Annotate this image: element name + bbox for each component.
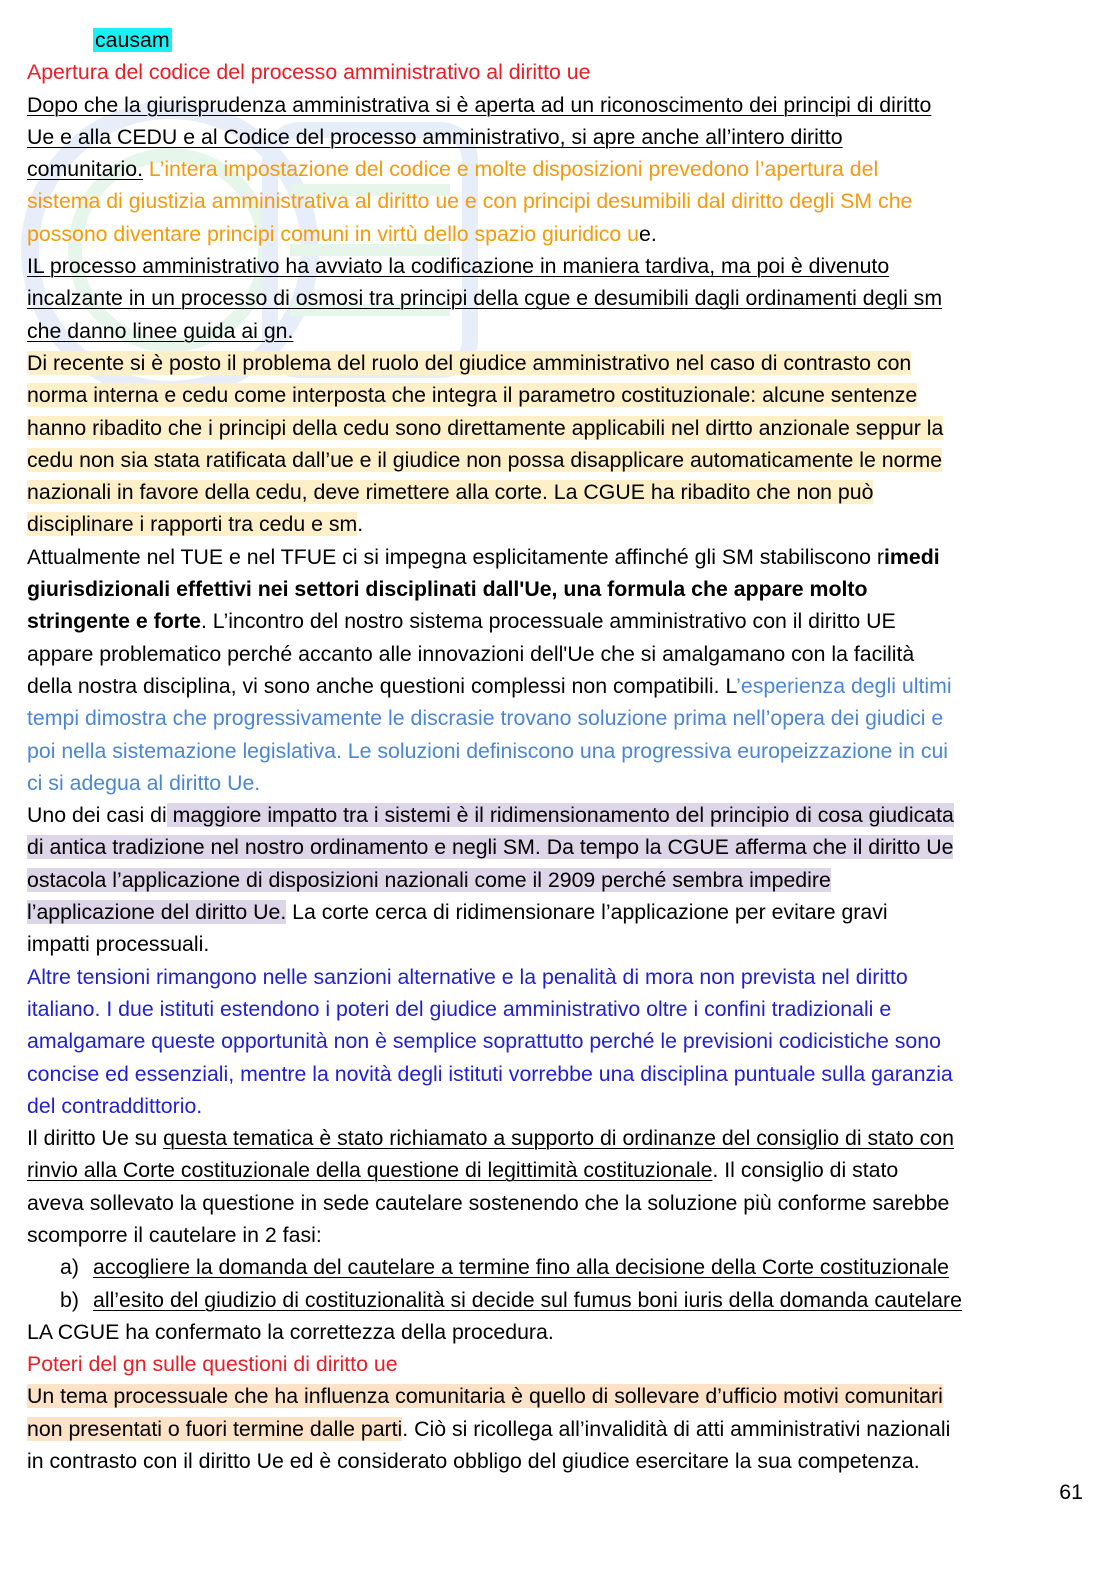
paragraph-cgue-conferma: LA CGUE ha confermato la correttezza della procedura. [27,1319,554,1344]
paragraph-cosa-giudicata: Uno dei casi di maggiore impatto tra i sistemi è il ridimensionamento del principio di cosa giudicata di antica tradizione nel nostro ordinamento e negli SM. Da tempo la CGUE afferma che il diritto Ue ostacola l’applicazione di disposizioni nazionali come il 2909 perché sembra impedire l’applicazione del diritto Ue. La corte cerca di ridimensionare l’applicazione per evitare gravi impatti processuali. [27,803,954,957]
document-page [27,24,1087,1477]
paragraph-poteri-gn: Un tema processuale che ha influenza comunitaria è quello di sollevare d’ufficio motivi comunitari non presentati o fuori termine dalle parti. Ciò si ricollega all’invalidità di atti amministrativi nazionali in contrasto con il diritto Ue ed è considerato obbligo del giudice esercitare la sua competenza. [27,1384,951,1474]
paragraph-codificazione: IL processo amministrativo ha avviato la codificazione in maniera tardiva, ma poi è divenuto incalzante in un processo di osmosi tra principi della cgue e desumibili dagli ordinamenti degli sm che danno linee guida ai gn. [27,254,943,343]
paragraph-codice-apertura: Dopo che la giurisprudenza amministrativa si è aperta ad un riconoscimento dei principi di diritto Ue e alla CEDU e al Codice del processo amministrativo, si apre anche all’intero diritto comunitario. L’intera impostazione del codice e molte disposizioni prevedono l’apertura del sistema di giustizia amministrativa al diritto ue e con principi desumibili dal diritto degli SM che possono diventare principi comuni in virtù dello spazio giuridico ue. [27,92,932,246]
paragraph-tue-tfue: Attualmente nel TUE e nel TFUE ci si impegna esplicitamente affinché gli SM stabiliscono rimedi giurisdizionali effettivi nei settori disciplinati dall'Ue, una formula che appare molto stringente e forte. L’incontro del nostro sistema processuale amministrativo con il diritto UE appare problematico perché accanto alle innovazioni dell'Ue che si amalgamano con la facilità della nostra disciplina, vi sono anche questioni complessi non compatibili. L’esperienza degli ultimi tempi dimostra che progressivamente le discrasie trovano soluzione prima nell’opera dei giudici e poi nella sistemazione legislativa. Le soluzioni definiscono una progressiva europeizzazione in cui ci si adegua al diritto Ue. [27,544,952,795]
paragraph-sanzioni: Altre tensioni rimangono nelle sanzioni alternative e la penalità di mora non prevista nel diritto italiano. I due istituti estendono i poteri del giudice amministrativo oltre i confini tradizionali e amalgamare queste opportunità non è semplice soprattutto perché le previsioni codicistiche sono concise ed essenziali, mentre la novità degli istituti vorrebbe una disciplina puntuale sulla garanzia del contraddittorio. [27,964,953,1118]
list-fasi [27,1251,1087,1316]
tag-label: causam [95,28,170,52]
section-heading-1: Apertura del codice del processo amministrativo al diritto ue [27,60,591,85]
list-item: b) all’esito del giudizio di costituzionalità si decide sul fumus boni iuris della domanda cautelare [60,1287,962,1312]
section-heading-2: Poteri del gn sulle questioni di diritto ue [27,1352,398,1377]
paragraph-consiglio-stato: Il diritto Ue su questa tematica è stato richiamato a supporto di ordinanze del consiglio di stato con rinvio alla Corte costituzionale della questione di legittimità costituzionale. Il consiglio di stato aveva sollevato la questione in sede cautelare sostenendo che la soluzione più conforme sarebbe scomporre il cautelare in 2 fasi: [27,1126,954,1247]
list-item: a) accogliere la domanda del cautelare a termine fino alla decisione della Corte costituzionale [60,1255,949,1280]
page-number: 61 [1059,1480,1083,1504]
paragraph-cedu: Di recente si è posto il problema del ruolo del giudice amministrativo nel caso di contrasto con norma interna e cedu come interposta che integra il parametro costituzionale: alcune sentenze hanno ribadito che i principi della cedu sono direttamente applicabili nel dirtto anzionale seppur la cedu non sia stata ratificata dall’ue e il giudice non possa disapplicare automaticamente le norme nazionali in favore della cedu, deve rimettere alla corte. La CGUE ha ribadito che non può disciplinare i rapporti tra cedu e sm. [27,350,944,537]
